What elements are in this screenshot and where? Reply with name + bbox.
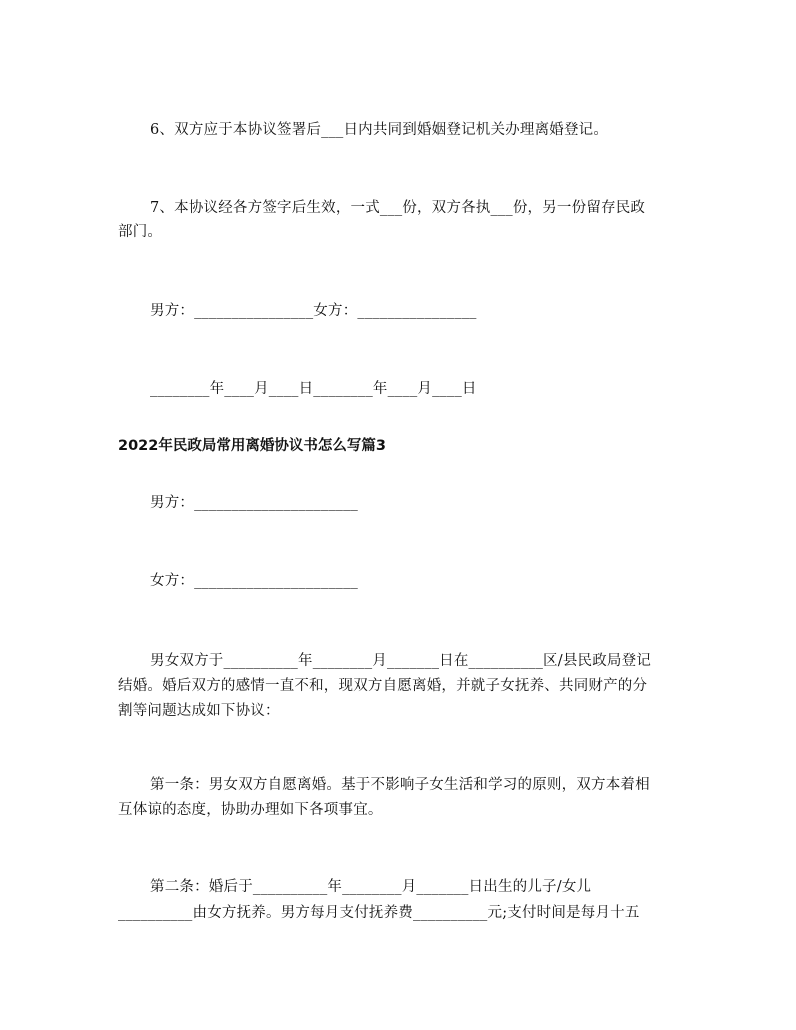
marriage-paragraph-line-3: 割等问题达成如下协议： [118, 703, 280, 719]
marriage-paragraph-line-2: 结婚。婚后双方的感情一直不和，现双方自愿离婚，并就子女抚养、共同财产的分 [118, 678, 648, 694]
article-2-line-1: 第二条：婚后于__________年________月_______日出生的儿子/女儿 [150, 879, 592, 895]
female-party-line: 女方：______________________ [150, 573, 358, 589]
section-heading: 2022年民政局常用离婚协议书怎么写篇3 [118, 438, 386, 454]
article-2-line-2: __________由女方抚养。男方每月支付抚养费__________元;支付时间是每月十五 [118, 905, 640, 921]
clause-6: 6、双方应于本协议签署后___日内共同到婚姻登记机关办理离婚登记。 [150, 122, 609, 138]
clause-7-line-1: 7、本协议经各方签字后生效，一式___份，双方各执___份，另一份留存民政 [150, 200, 646, 216]
clause-7-line-2: 部门。 [118, 224, 163, 240]
article-1-line-2: 互体谅的态度，协助办理如下各项事宜。 [118, 802, 383, 818]
marriage-paragraph-line-1: 男女双方于__________年________月_______日在__________区/县民政局登记 [150, 653, 652, 669]
date-line: ________年____月____日________年____月____日 [150, 381, 477, 397]
male-party-line: 男方：______________________ [150, 495, 358, 511]
article-1-line-1: 第一条：男女双方自愿离婚。基于不影响子女生活和学习的原则，双方本着相 [150, 777, 650, 793]
signature-line: 男方：________________女方：________________ [150, 303, 477, 319]
